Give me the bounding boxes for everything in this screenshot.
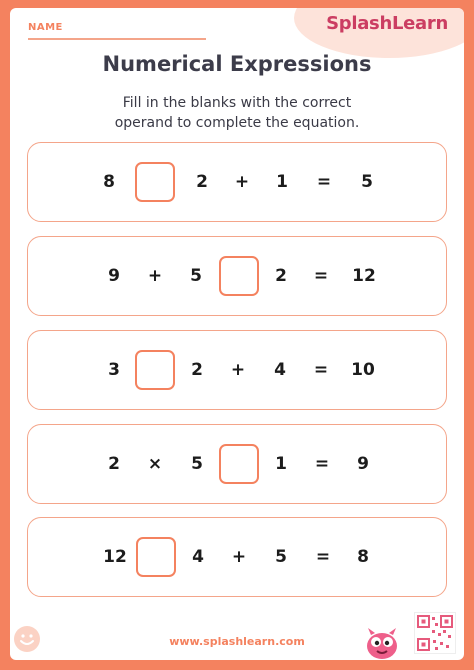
equals-sign: = (316, 172, 332, 192)
result: 8 (357, 547, 369, 567)
operator: + (231, 547, 247, 567)
operator: × (147, 454, 163, 474)
operand-a: 12 (103, 547, 127, 567)
operand-a: 3 (108, 360, 120, 380)
footer (10, 632, 464, 660)
operator: + (230, 360, 246, 380)
star-icon: ★ (48, 632, 68, 657)
equation-row-1 (27, 142, 447, 222)
answer-blank[interactable] (219, 444, 259, 484)
equals-sign: = (315, 547, 331, 567)
operand-b: 2 (191, 360, 203, 380)
name-label: NAME (28, 22, 63, 33)
result: 12 (352, 266, 376, 286)
equals-sign: = (314, 454, 330, 474)
equation-row-3 (27, 330, 447, 410)
operand-c: 1 (275, 454, 287, 474)
operand-c: 5 (275, 547, 287, 567)
instructions (87, 93, 387, 133)
brand-logo: SplashLearn (326, 13, 448, 34)
operand-b: 2 (196, 172, 208, 192)
star-icon: ★ (74, 632, 94, 657)
worksheet-page (10, 8, 464, 660)
operand-a: 2 (108, 454, 120, 474)
equals-sign: = (313, 360, 329, 380)
operand-a: 8 (103, 172, 115, 192)
footer-url: www.splashlearn.com (169, 635, 305, 648)
equation-row-5 (27, 517, 447, 597)
name-line[interactable] (28, 38, 206, 40)
equation-row-2 (27, 236, 447, 316)
answer-blank[interactable] (136, 537, 176, 577)
answer-blank[interactable] (219, 256, 259, 296)
qr-code-icon (414, 612, 456, 654)
operator: + (147, 266, 163, 286)
operand-b: 5 (190, 266, 202, 286)
result: 5 (361, 172, 373, 192)
answer-blank[interactable] (135, 350, 175, 390)
operand-c: 2 (275, 266, 287, 286)
operator: + (234, 172, 250, 192)
monster-mascot-icon (362, 620, 402, 660)
result: 9 (357, 454, 369, 474)
operand-c: 1 (276, 172, 288, 192)
operand-a: 9 (108, 266, 120, 286)
equation-row-4 (27, 424, 447, 504)
operand-b: 4 (192, 547, 204, 567)
page-title: Numerical Expressions (102, 52, 372, 76)
equals-sign: = (313, 266, 329, 286)
operand-b: 5 (191, 454, 203, 474)
answer-blank[interactable] (135, 162, 175, 202)
instructions-line-1: Fill in the blanks with the correct (122, 95, 352, 111)
result: 10 (351, 360, 375, 380)
operand-c: 4 (274, 360, 286, 380)
star-icon: ★ (100, 632, 120, 657)
instructions-line-2: operand to complete the equation. (114, 115, 360, 131)
